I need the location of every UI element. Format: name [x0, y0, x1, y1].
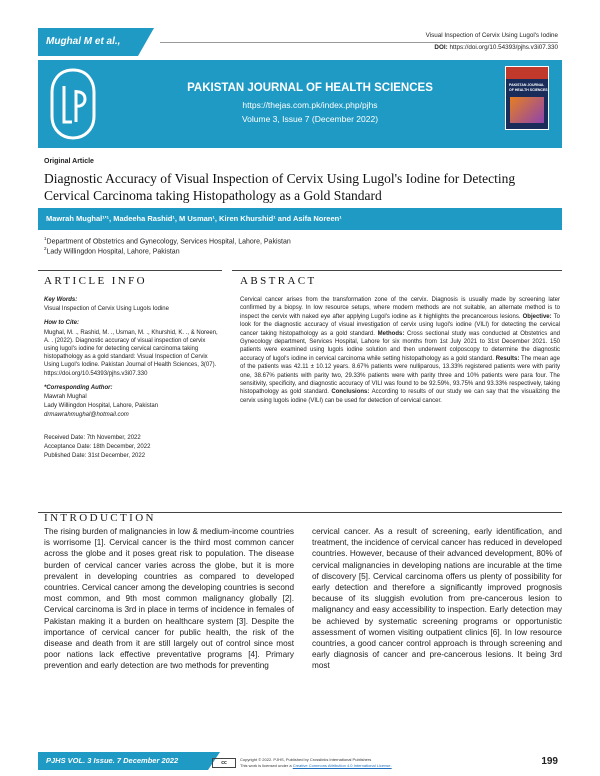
cover-title: PAKISTAN JOURNAL OF HEALTH SCIENCES — [509, 83, 548, 92]
dates-block — [44, 434, 220, 461]
affiliation-1-sup: 1 — [44, 236, 47, 241]
abstract-text — [240, 296, 560, 405]
article-title: Diagnostic Accuracy of Visual Inspection of Cervix Using Lugol's Iodine for Detecting Cervical Carcinoma taking Histopathology as a Gold Standard — [44, 171, 516, 203]
citation: Mughal, M. ., Rashid, M. ., Usman, M. ., Khurshid, K. ., & Noreen, A. . (2022). Diagnostic accuracy of visual inspection of cervix using lugol's iodine for detecting cervical carcinoma taking histopathology as a gold standard: Visual Inspection of Cervix Using Lugol's Iodine. Pakistan Journal of Health Sciences, 3(07). https://doi.org/10.54393/pjhs.v3i07.330 — [44, 329, 218, 377]
affiliation-2-text: Lady Willingdon Hospital, Lahore, Pakistan — [46, 248, 180, 256]
footer-copyright — [240, 757, 392, 768]
journal-cover-image — [505, 66, 549, 130]
footer-tab-text: PJHS VOL. 3 Issue. 7 December 2022 — [46, 756, 179, 765]
journal-logo-icon — [48, 68, 98, 140]
abstract-intro: Cervical cancer arises from the transformation zone of the cervix. Diagnosis is usually made by screening later confirmed by a biopsy. In low resource setups, where modern methods are not suitable, an alternate method is to inspect the cervix with naked eye after applying Lugol's iodine as it highlights the precancerous lesions. — [240, 297, 560, 320]
footer-tab — [38, 752, 208, 770]
results-text: The mean age of the patients was 42.11 ± 10.12 years. 8.67% patients were nulliparous, 13.33% registered patients were with parity one, 38.67% patients with parity two, 29.33% patients were with parity three and 10% patients were para four. The sensitivity, specificity, and diagnostic accuracy of VILI was found to be 92.59%, 93.75% and 93.33% respectively, taking histopathology as gold standard. — [240, 355, 560, 396]
keywords: Visual Inspection of Cervix Using Lugols Iodine — [44, 306, 169, 313]
article-info-rule — [38, 270, 222, 271]
intro-left-column: The rising burden of malignancies in low & medium-income countries is worrisome [1]. Cervical cancer is the third most common cancer across the globe and it poses great risk to population. The disease burden of cervical cancer varies across the globe, but it is more prevalent in developing countries as compared to developed countries. Cervical cancer among the developing countries is second most common, and 9th most common malignancy globally [2]. Cervical carcinoma is 3rd in place in terms of incidence in females of Pakistan making it a burden on healthcare system [3]. Despite the importance of cervical cancer for public health, the risk of the disease and death from it are still largely out of control since most poor nations lack effective preventative programs [4]. Primary prevention and early detection are two methods for preventing — [44, 527, 294, 671]
corresponding-place: Lady Willingdon Hospital, Lahore, Pakistan — [44, 403, 159, 410]
author-tab-text: Mughal M et al., — [46, 36, 121, 47]
cc-license-icon[interactable] — [212, 758, 236, 768]
license-line — [240, 763, 392, 769]
cc-text: cc — [221, 760, 227, 766]
conclusions-label: Conclusions: — [331, 389, 370, 396]
doi-link[interactable]: https://doi.org/10.54393/pjhs.v3i07.330 — [449, 44, 558, 51]
affiliation-1-text: Department of Obstetrics and Gynecology, Services Hospital, Lahore, Pakistan — [46, 238, 291, 246]
results-label: Results: — [495, 355, 520, 362]
intro-right-column: cervical cancer. As a result of screening, early identification, and treatment, the incidence of cervical cancer has reduced in developed countries. However, because of their advanced development, 80% of cervical malignancies in developing nations are incurable at the time of discovery [5]. Cervical carcinoma offers us plenty of possibility for early detection and therefore a significantly improved prognosis because of its sluggish evolution from pre-cancerous lesion to malignancy and easy accessibility to inspection. Early detection may be achieved by systematic screening programs or opportunistic assessment of women visiting outpatient clinics [6]. In low resource countries, a good cancer control approach is through screening and early diagnosis of cancer and pre-cancerous lesions. It being 3rd most — [312, 527, 562, 671]
cover-strip — [506, 67, 548, 79]
corresponding-name: Mawrah Mughal — [44, 394, 87, 401]
cover-artwork — [510, 97, 544, 123]
received-date: Received Date: 7th November, 2022 — [44, 434, 141, 441]
author-tab — [38, 28, 138, 56]
keywords-label: Key Words: — [44, 297, 78, 303]
journal-name: PAKISTAN JOURNAL OF HEALTH SCIENCES — [187, 82, 433, 94]
conclusions-text: According to results of our study we can say that the visualizing the cervix using lugols iodine (VILI) can be used for detection of cervical cancer. — [240, 389, 560, 404]
article-info-heading: ARTICLE INFO — [44, 275, 147, 287]
affiliation-2 — [44, 246, 180, 255]
abstract-heading: ABSTRACT — [240, 275, 317, 287]
page-number: 199 — [541, 756, 558, 767]
doi-label: DOI: — [434, 44, 448, 51]
accepted-date: Acceptance Date: 18th December, 2022 — [44, 443, 151, 450]
journal-volume: Volume 3, Issue 7 (December 2022) — [241, 114, 379, 124]
corresponding-label: *Corresponding Author: — [44, 384, 113, 391]
article-type: Original Article — [44, 158, 94, 165]
affiliation-1 — [44, 236, 291, 245]
introduction-heading: INTRODUCTION — [44, 512, 156, 524]
affiliation-2-sup: 2 — [44, 246, 47, 251]
doi-line — [426, 42, 558, 54]
methods-label: Methods: — [377, 330, 405, 337]
cite-label: How to Cite: — [44, 320, 79, 327]
running-title: Visual Inspection of Cervix Using Lugol's Iodine — [425, 32, 558, 39]
license-link[interactable]: Creative Commons Attribution 4.0 International License. — [292, 762, 392, 768]
objective-text: To look for the diagnostic accuracy of visual investigation of cervix using lugol's iodine (VILI) for detecting the cervical cancer taking histopathology as a gold standard. — [240, 313, 560, 337]
abstract-rule — [232, 270, 562, 271]
journal-url[interactable]: https://thejas.com.pk/index.php/pjhs — [242, 100, 378, 110]
author-list: Mawrah Mughal¹'¹, Madeeha Rashid¹, M Usman¹, Kiren Khurshid¹ and Asifa Noreen¹ — [46, 214, 342, 223]
copyright-text: Copyright © 2022. PJHS, Published by Crosslinks International Publishers — [240, 757, 372, 762]
header-divider — [160, 42, 558, 43]
corresponding-email[interactable]: drmawrahmughal@hotmail.com — [44, 412, 129, 419]
published-date: Published Date: 31st December, 2022 — [44, 453, 146, 460]
license-prefix: This work is licensed under a — [240, 762, 292, 768]
article-info-column — [44, 296, 220, 460]
authors-bar — [38, 208, 562, 230]
methods-text: Cross sectional study was conducted at Obstetrics and Gynecology department, Services Hospital, Lahore for six months from 1st July 2021 to 31st December 2021. 150 patients were examined using lugols iodine solution and then underwent colposcopy to determine the diagnostic accuracy of lugol's iodine in cervical carcinoma while setting histopathology as a gold standard. — [240, 330, 560, 362]
objective-label: Objective: — [522, 313, 552, 320]
